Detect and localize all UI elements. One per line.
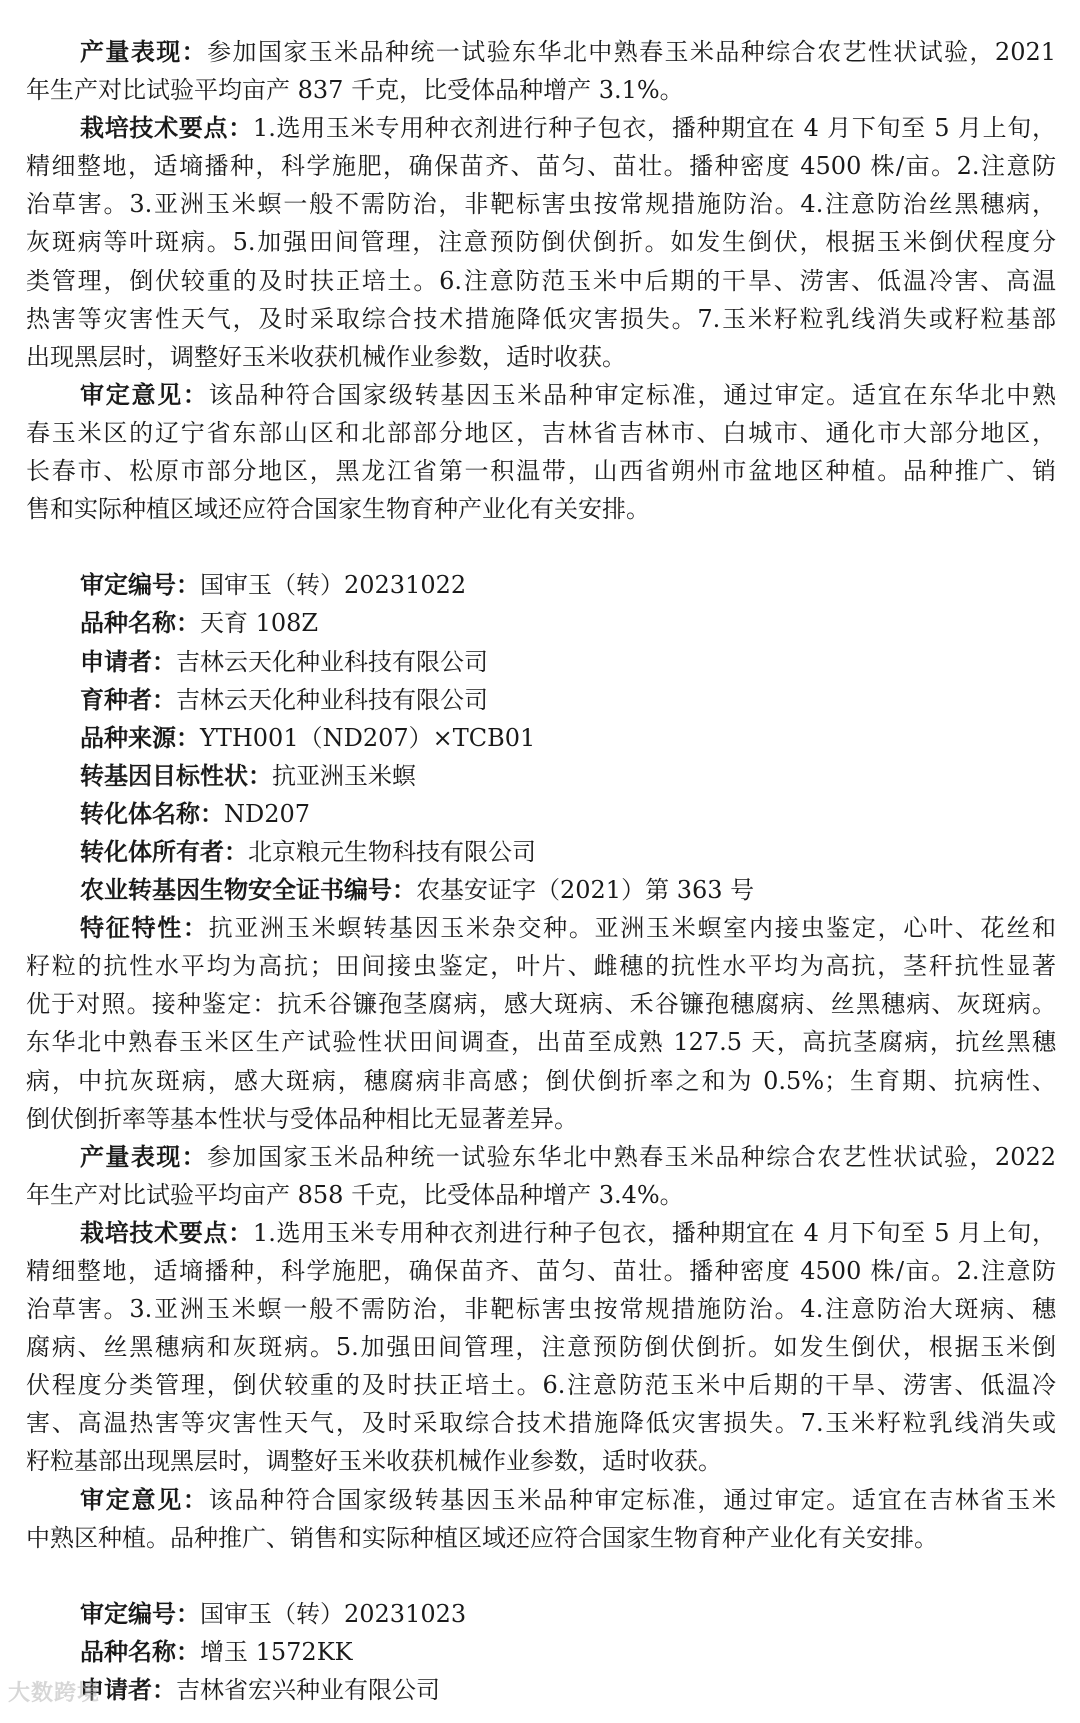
variety-section: [26, 33, 1056, 528]
field-value: 热害等灾害性天气，及时采取综合技术措施降低灾害损失。7.玉米籽粒乳线消失或籽粒基部: [26, 304, 1056, 333]
text-line: [26, 1595, 1056, 1633]
field-label: 审定意见：: [80, 1485, 209, 1514]
field-value: 国审玉（转）20231022: [200, 571, 467, 600]
text-line: [26, 147, 1056, 185]
text-line: [26, 1328, 1056, 1366]
text-line: [26, 1633, 1056, 1671]
text-line: [26, 1481, 1056, 1519]
field-paragraph: [26, 33, 1056, 109]
field-value: 灰斑病等叶斑病。5.加强田间管理，注意预防倒伏倒折。如发生倒伏，根据玉米倒伏程度分: [26, 228, 1056, 257]
text-line: [26, 262, 1056, 300]
field-paragraph: [26, 1595, 1056, 1633]
text-line: [26, 985, 1056, 1023]
field-value: 长春市、松原市部分地区，黑龙江省第一积温带，山西省朔州市盆地区种植。品种推广、销: [26, 457, 1056, 486]
text-line: [26, 1519, 1056, 1557]
field-value: 倒伏倒折率等基本性状与受体品种相比无显著差异。: [26, 1104, 578, 1133]
field-value: 国审玉（转）20231023: [200, 1599, 467, 1628]
field-label: 品种名称：: [80, 1637, 200, 1666]
text-line: [26, 452, 1056, 490]
field-label: 产量表现：: [80, 1142, 208, 1171]
text-line: [26, 1100, 1056, 1138]
text-line: [26, 223, 1056, 261]
field-value: 农基安证字（2021）第 363 号: [416, 876, 755, 905]
field-value: 抗亚洲玉米螟: [272, 761, 416, 790]
field-value: ND207: [224, 799, 311, 828]
field-value: 天育 108Z: [200, 609, 319, 638]
field-label: 栽培技术要点：: [80, 114, 253, 143]
field-value: 类管理，倒伏较重的及时扶正培土。6.注意防范玉米中后期的干旱、涝害、低温冷害、高温: [26, 266, 1056, 295]
field-value: 籽粒基部出现黑层时，调整好玉米收获机械作业参数，适时收获。: [26, 1447, 722, 1476]
field-value: 参加国家玉米品种统一试验东华北中熟春玉米品种综合农艺性状试验，2022: [207, 1142, 1057, 1171]
field-paragraph: [26, 566, 1056, 604]
text-line: [26, 833, 1056, 871]
text-line: [26, 566, 1056, 604]
field-label: 审定编号：: [80, 1599, 200, 1628]
field-value: YTH001（ND207）×TCB01: [200, 723, 536, 752]
text-line: [26, 643, 1056, 681]
field-label: 审定编号：: [80, 571, 200, 600]
field-value: 治草害。3.亚洲玉米螟一般不需防治，非靶标害虫按常规措施防治。4.注意防治大斑病、穗: [26, 1295, 1056, 1324]
field-paragraph: [26, 1671, 1056, 1709]
text-line: [26, 1252, 1056, 1290]
text-line: [26, 1138, 1056, 1176]
field-label: 转基因目标性状：: [80, 761, 272, 790]
field-paragraph: [26, 1633, 1056, 1671]
field-value: 1.选用玉米专用种衣剂进行种子包衣，播种期宜在 4 月下旬至 5 月上旬，: [252, 1218, 1057, 1247]
text-line: [26, 1176, 1056, 1214]
field-paragraph: [26, 376, 1056, 528]
field-value: 精细整地，适墒播种，科学施肥，确保苗齐、苗匀、苗壮。播种密度 4500 株/亩。2.注意防: [26, 152, 1056, 181]
text-line: [26, 1366, 1056, 1404]
watermark-logo: 大数跨境: [8, 1681, 101, 1706]
text-line: [26, 490, 1056, 528]
field-label: 转化体所有者：: [80, 837, 248, 866]
field-value: 治草害。3.亚洲玉米螟一般不需防治，非靶标害虫按常规措施防治。4.注意防治丝黑穗病，: [26, 190, 1056, 219]
field-label: 特征特性：: [80, 914, 209, 943]
field-label: 申请者：: [80, 1676, 176, 1705]
field-value: 伏程度分类管理，倒伏较重的及时扶正培土。6.注意防范玉米中后期的干旱、涝害、低温冷: [26, 1371, 1056, 1400]
text-line: [26, 909, 1056, 947]
field-label: 栽培技术要点：: [80, 1218, 253, 1247]
text-line: [26, 185, 1056, 223]
field-label: 转化体名称：: [80, 799, 224, 828]
text-line: [26, 947, 1056, 985]
field-label: 育种者：: [80, 685, 176, 714]
field-label: 品种来源：: [80, 723, 200, 752]
field-value: 该品种符合国家级转基因玉米品种审定标准，通过审定。适宜在东华北中熟: [208, 380, 1057, 409]
text-line: [26, 1214, 1056, 1252]
text-line: [26, 871, 1056, 909]
field-paragraph: [26, 795, 1056, 833]
text-line: [26, 1404, 1056, 1442]
field-paragraph: [26, 1214, 1056, 1481]
field-value: 吉林省宏兴种业有限公司: [176, 1676, 440, 1705]
text-line: [26, 1671, 1056, 1709]
text-line: [26, 719, 1056, 757]
field-paragraph: [26, 719, 1056, 757]
field-value: 害、高温热害等灾害性天气，及时采取综合技术措施降低灾害损失。7.玉米籽粒乳线消失或: [26, 1409, 1056, 1438]
field-value: 售和实际种植区域还应符合国家生物育种产业化有关安排。: [26, 495, 650, 524]
field-paragraph: [26, 757, 1056, 795]
field-value: 抗亚洲玉米螟转基因玉米杂交种。亚洲玉米螟室内接虫鉴定，心叶、花丝和: [208, 914, 1057, 943]
field-paragraph: [26, 909, 1056, 1138]
field-value: 春玉米区的辽宁省东部山区和北部部分地区，吉林省吉林市、白城市、通化市大部分地区，: [26, 418, 1056, 447]
field-value: 增玉 1572KK: [200, 1637, 353, 1666]
document-body: [26, 33, 1056, 1709]
text-line: [26, 681, 1056, 719]
text-line: [26, 33, 1056, 71]
field-value: 优于对照。接种鉴定：抗禾谷镰孢茎腐病，感大斑病、禾谷镰孢穗腐病、丝黑穗病、灰斑病。: [26, 990, 1056, 1019]
variety-section: [26, 1595, 1056, 1709]
field-paragraph: [26, 871, 1056, 909]
field-label: 产量表现：: [80, 38, 208, 66]
field-value: 1.选用玉米专用种衣剂进行种子包衣，播种期宜在 4 月下旬至 5 月上旬，: [252, 114, 1057, 143]
field-value: 腐病、丝黑穗病和灰斑病。5.加强田间管理，注意预防倒伏倒折。如发生倒伏，根据玉米倒: [26, 1333, 1056, 1362]
text-line: [26, 376, 1056, 414]
field-paragraph: [26, 681, 1056, 719]
field-label: 品种名称：: [80, 609, 200, 638]
field-value: 精细整地，适墒播种，科学施肥，确保苗齐、苗匀、苗壮。播种密度 4500 株/亩。2.注意防: [26, 1257, 1056, 1285]
field-value: 年生产对比试验平均亩产 837 千克，比受体品种增产 3.1%。: [26, 76, 684, 105]
field-value: 病，中抗灰斑病，感大斑病，穗腐病非高感；倒伏倒折率之和为 0.5%；生育期、抗病性、: [26, 1066, 1056, 1095]
field-paragraph: [26, 1138, 1056, 1214]
text-line: [26, 414, 1056, 452]
field-value: 出现黑层时，调整好玉米收获机械作业参数，适时收获。: [26, 342, 626, 371]
field-value: 参加国家玉米品种统一试验东华北中熟春玉米品种综合农艺性状试验，2021: [207, 38, 1057, 66]
field-label: 审定意见：: [80, 380, 209, 409]
text-line: [26, 109, 1056, 147]
text-line: [26, 1023, 1056, 1061]
field-paragraph: [26, 604, 1056, 642]
field-value: 年生产对比试验平均亩产 858 千克，比受体品种增产 3.4%。: [26, 1180, 684, 1209]
text-line: [26, 71, 1056, 109]
field-paragraph: [26, 109, 1056, 376]
text-line: [26, 1290, 1056, 1328]
field-value: 吉林云天化种业科技有限公司: [176, 647, 488, 676]
text-line: [26, 300, 1056, 338]
variety-section: [26, 566, 1056, 1556]
field-paragraph: [26, 643, 1056, 681]
field-value: 吉林云天化种业科技有限公司: [176, 685, 488, 714]
field-value: 该品种符合国家级转基因玉米品种审定标准，通过审定。适宜在吉林省玉米: [208, 1485, 1057, 1514]
field-label: 农业转基因生物安全证书编号：: [80, 876, 416, 905]
text-line: [26, 338, 1056, 376]
text-line: [26, 604, 1056, 642]
text-line: [26, 757, 1056, 795]
text-line: [26, 1442, 1056, 1480]
field-value: 东华北中熟春玉米区生产试验性状田间调查，出苗至成熟 127.5 天，高抗茎腐病，抗丝黑穗: [26, 1028, 1056, 1057]
field-label: 申请者：: [80, 647, 176, 676]
field-value: 中熟区种植。品种推广、销售和实际种植区域还应符合国家生物育种产业化有关安排。: [26, 1523, 938, 1552]
text-line: [26, 795, 1056, 833]
field-value: 北京粮元生物科技有限公司: [248, 837, 536, 866]
field-value: 籽粒的抗性水平均为高抗；田间接虫鉴定，叶片、雌穗的抗性水平均为高抗，茎秆抗性显著: [26, 952, 1056, 981]
text-line: [26, 1062, 1056, 1100]
field-paragraph: [26, 833, 1056, 871]
field-paragraph: [26, 1481, 1056, 1557]
